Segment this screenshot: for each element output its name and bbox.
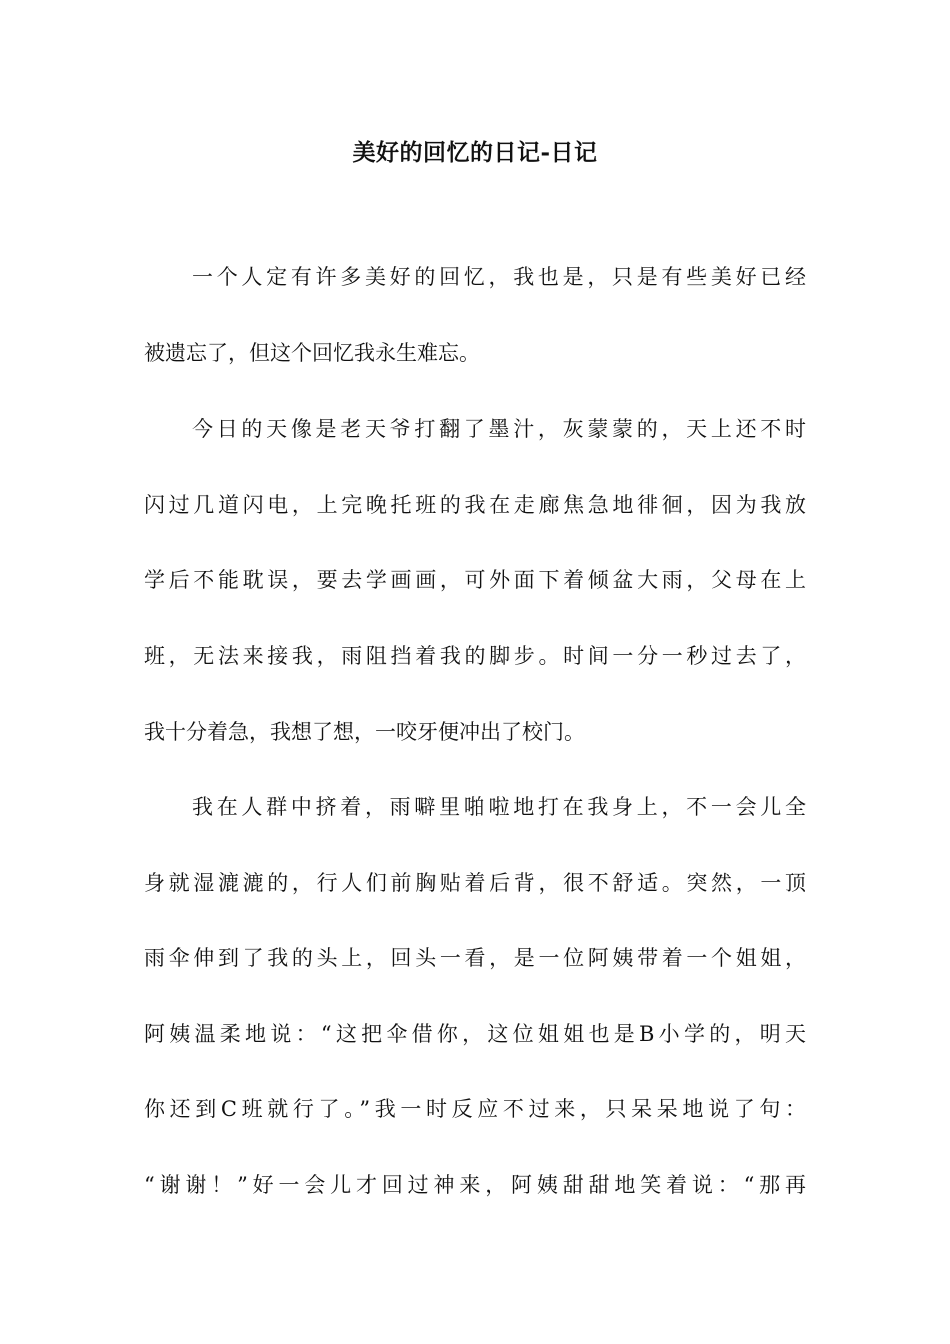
document-title: 美好的回忆的日记-日记 [352, 139, 598, 166]
paragraph-line: 我十分着急，我想了想，一咬牙便冲出了校门。 [144, 720, 585, 744]
paragraph-line: 你还到C班就行了。”我一时反应不过来，只呆呆地说了句： [144, 1097, 806, 1121]
paragraph-line: 被遗忘了，但这个回忆我永生难忘。 [144, 341, 480, 365]
paragraph-line: 学后不能耽误，要去学画画，可外面下着倾盆大雨，父母在上 [144, 568, 806, 592]
paragraph-line: 班，无法来接我，雨阻挡着我的脚步。时间一分一秒过去了， [144, 644, 806, 668]
paragraph-line: “谢谢！”好一会儿才回过神来，阿姨甜甜地笑着说：“那再 [144, 1173, 806, 1197]
paragraph-line: 身就湿漉漉的，行人们前胸贴着后背，很不舒适。突然，一顶 [144, 871, 806, 895]
paragraph-line: 一个人定有许多美好的回忆，我也是，只是有些美好已经 [192, 265, 806, 289]
paragraph-line: 闪过几道闪电，上完晚托班的我在走廊焦急地徘徊，因为我放 [144, 493, 806, 517]
paragraph-line: 我在人群中挤着，雨噼里啪啦地打在我身上，不一会儿全 [192, 795, 806, 819]
paragraph-line: 今日的天像是老天爷打翻了墨汁，灰蒙蒙的，天上还不时 [192, 417, 806, 441]
paragraph-line: 雨伞伸到了我的头上，回头一看，是一位阿姨带着一个姐姐， [144, 946, 806, 970]
paragraph-line: 阿姨温柔地说：“这把伞借你，这位姐姐也是B小学的，明天 [144, 1022, 806, 1046]
